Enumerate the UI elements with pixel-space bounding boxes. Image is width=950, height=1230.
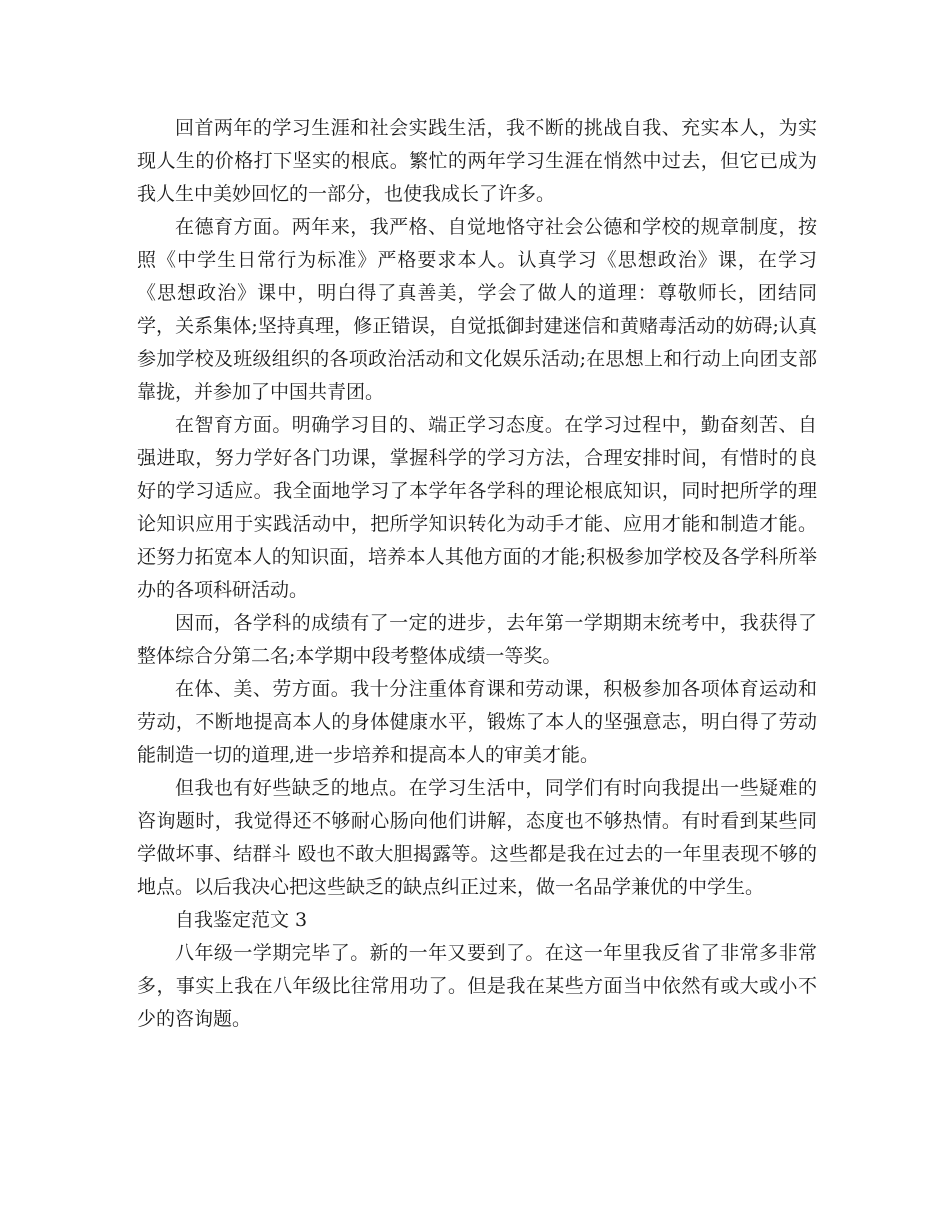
paragraph-moral-education: 在德育方面。两年来，我严格、自觉地恪守社会公德和学校的规章制度，按照《中学生日常行为标准》严格要求本人。认真学习《思想政治》课，在学习《思想政治》课中，明白得了真善美，学会了做人的道理：尊敬师长，团结同学，关系集体;坚持真理，修正错误，自觉抵御封建迷信和黄赌毒活动的妨碍;认真参加学校及班级组织的各项政治活动和文化娱乐活动;在思想上和行动上向团支部靠拢，并参加了中国共青团。 (137, 216, 817, 403)
paragraph-physical-art-labor: 在体、美、劳方面。我十分注重体育课和劳动课，积极参加各项体育运动和劳动，不断地提高本人的身体健康水平，锻炼了本人的坚强意志，明白得了劳动能制造一切的道理,进一步培养和提高本人的审美才能。 (137, 678, 817, 766)
paragraph-review: 回首两年的学习生涯和社会实践生活，我不断的挑战自我、充实本人，为实现人生的价格打下坚实的根底。繁忙的两年学习生涯在悄然中过去，但它已成为我人生中美妙回忆的一部分，也使我成长了许多。 (137, 117, 817, 205)
paragraph-intellectual-education: 在智育方面。明确学习目的、端正学习态度。在学习过程中，勤奋刻苦、自强进取，努力学好各门功课，掌握科学的学习方法，合理安排时间，有惜时的良好的学习适应。我全面地学习了本学年各学科的理论根底知识，同时把所学的理论知识应用于实践活动中，把所学知识转化为动手才能、应用才能和制造才能。还努力拓宽本人的知识面，培养本人其他方面的才能;积极参加学校及各学科所举办的各项科研活动。 (137, 414, 817, 601)
paragraph-grades: 因而，各学科的成绩有了一定的进步，去年第一学期期末统考中，我获得了整体综合分第二名;本学期中段考整体成绩一等奖。 (137, 612, 817, 667)
paragraph-shortcomings: 但我也有好些缺乏的地点。在学习生活中，同学们有时向我提出一些疑难的咨询题时，我觉得还不够耐心肠向他们讲解，态度也不够热情。有时看到某些同学做坏事、结群斗 殴也不敢大胆揭露等。这些都是我在过去的一年里表现不够的地点。以后我决心把这些缺乏的缺点纠正过来，做一名品学兼优的中学生。 (137, 777, 817, 898)
paragraph-sample-3-intro: 八年级一学期完毕了。新的一年又要到了。在这一年里我反省了非常多非常多，事实上我在八年级比往常用功了。但是我在某些方面当中依然有或大或小不少的咨询题。 (137, 942, 817, 1030)
document-body (137, 112, 817, 1036)
section-title: 自我鉴定范文 3 (175, 909, 308, 931)
